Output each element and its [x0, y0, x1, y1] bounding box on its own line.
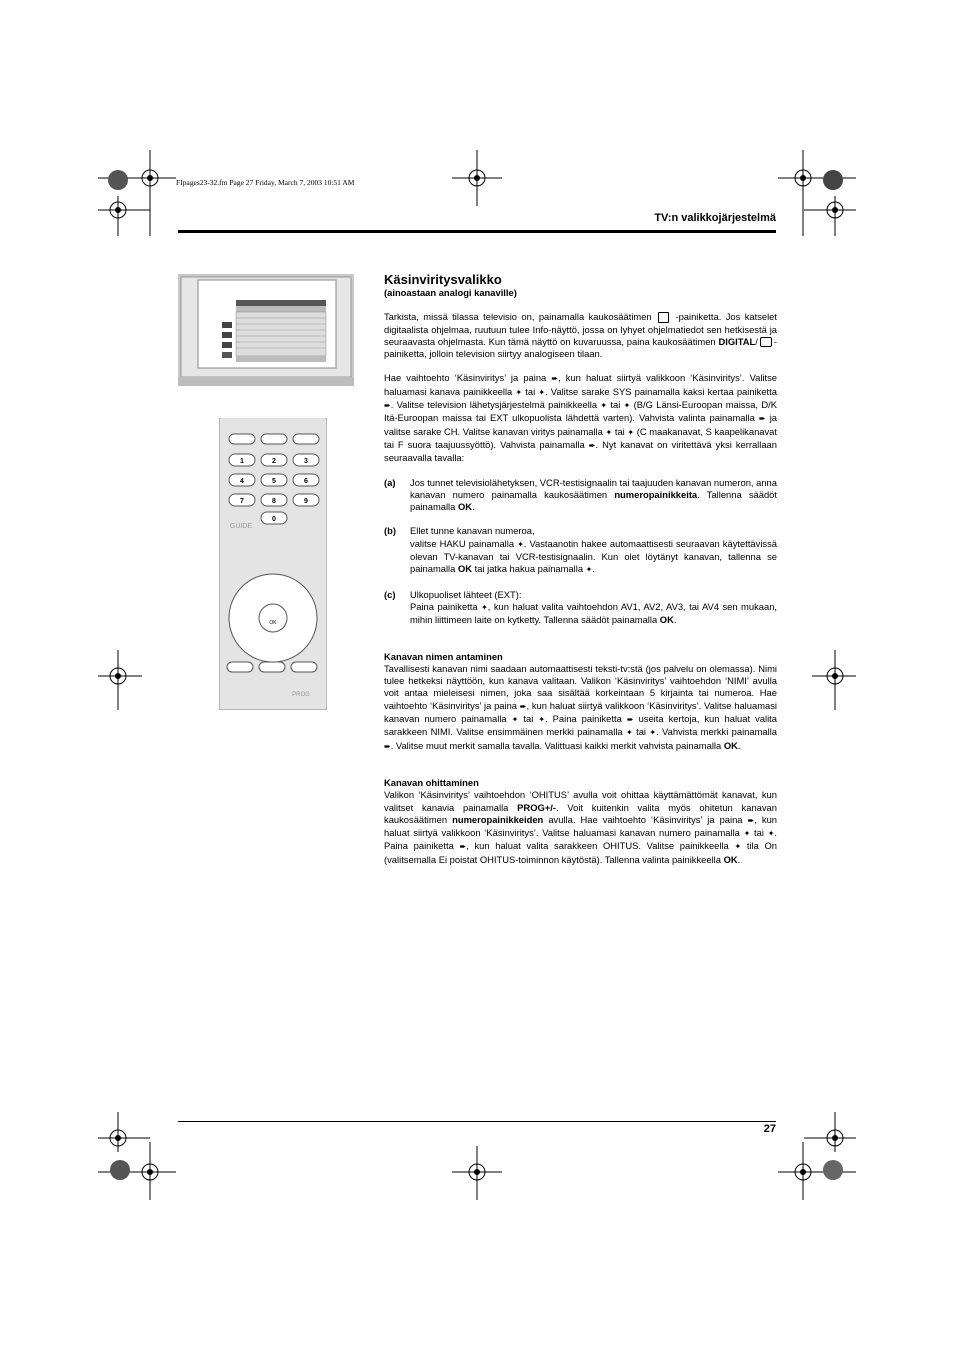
naming-heading: Kanavan nimen antaminen [384, 650, 503, 662]
right-arrow-icon: ➨ [758, 414, 766, 424]
up-arrow-icon: ✦ [623, 401, 631, 411]
svg-text:5: 5 [272, 478, 276, 485]
down-arrow-icon: ✦ [585, 565, 593, 575]
list-item-a: (a) Jos tunnet televisiolähetyksen, VCR-testisignaalin tai taajuuden kanavan numeron, anna kanavan numero painamalla kaukosäätimen numeropainikkeita. Tallenna säädöt painamalla OK. [384, 476, 777, 513]
header-rule [178, 230, 776, 233]
down-arrow-icon: ✦ [600, 401, 608, 411]
svg-text:PROG: PROG [292, 692, 310, 698]
right-arrow-icon: ➨ [588, 440, 596, 450]
file-header: FIpages23-32.fm Page 27 Friday, March 7, 2003 10:51 AM [176, 178, 355, 187]
skip-heading: Kanavan ohittaminen [384, 776, 479, 788]
right-arrow-icon: ➨ [384, 401, 391, 411]
info-button-icon [658, 312, 669, 323]
tv-button-icon [760, 337, 772, 347]
svg-text:GUIDE: GUIDE [229, 523, 253, 530]
right-arrow-icon: ➨ [551, 374, 559, 384]
naming-paragraph: Tavallisesti kanavan nimi saadaan automaattisesti teksti-tv:stä (jos palvelu on olemassa). Nimi tulee hetkeksi näyttöön, kun kanava valitaan. Valikon ‘Käsinviritys’ vaihtoehdon ‘NIMI’ avulla voit antaa mieleisesi nimen, joka saa sisältää korkeintaan 5 kirjainta tai numeroa. Hae vaihtoehto ‘Käsinviritys’ ja paina ➨, kun haluat siirtyä valikkoon ‘Käsinviritys’. Valitse haluamasi kanavan numero painamalla ✦ tai ✦. Paina painiketta ➨ useita kertoja, kun haluat valita sarakkeen NIMI. Valitse ensimmäinen merkki painamalla ✦ tai ✦. Vahvista merkki painamalla ➨. Valitse muut merkit samalla tavalla. Valittuasi kaikki merkit vahvista painamalla OK. [384, 662, 777, 751]
list-item-c: (c) Ulkopuoliset lähteet (EXT): Paina painiketta ✦, kun haluat valita vaihtoehdon AV1, AV2, AV3, tai AV4 sen mukaan, mihin liittimeen laite on kytketty. Tallenna säädöt painamalla OK. [384, 588, 778, 626]
svg-text:OK: OK [269, 620, 277, 626]
down-arrow-icon: ✦ [481, 602, 488, 612]
remote-key: 1 [240, 458, 244, 465]
main-content [384, 272, 777, 866]
up-arrow-icon: ✦ [538, 387, 546, 397]
list-item-b: (b) Ellet tunne kanavan numeroa, valitse HAKU painamalla ✦. Vastaanotin hakee automaattisesti seuraavan käytettävissä olevan TV-kanavan tai VCR-testisignaalin. Kun olet löytänyt kanavan, tallenna se painamalla OK tai jatka hakua painamalla ✦. [384, 525, 777, 575]
skip-paragraph: Valikon ‘Käsinviritys’ vaihtoehdon ‘OHITUS’ avulla voit ohittaa käyttämättömät kanavat, kun valitset kanavia painamalla PROG+/-. Voit kuitenkin valita myös ohitetun kanavan kaukosäätimen numeropainikkeiden avulla. Hae vaihtoehto ‘Käsinviritys’ ja paina ➨, kun haluat siirtyä valikkoon ‘Käsinviritys’. Valitse haluamasi kanavan numero painamalla ✦ tai ✦. Paina painiketta ➨, kun haluat valita sarakkeen OHITUS. Valitse painikkeella ✦ tila On (valitsemalla Ei poistat OHITUS-toiminnon käytöstä). Tallenna valinta painikkeella OK. [384, 789, 778, 865]
procedure-paragraph: Hae vaihtoehto ‘Käsinviritys’ ja paina ➨, kun haluat siirtyä valikkoon ‘Käsinviritys’. Valitse haluamasi kanava painikkeella ✦ tai ✦. Valitse sarake SYS painamalla kaksi kertaa painiketta ➨. Valitse television lähetysjärjestelmä painikkeella ✦ tai ✦ (B/G Länsi-Euroopan maissa, D/K Itä-Euroopan maissa tai EXT ulkopuolista lähdettä varten). Vahvista valinta painamalla ➨ ja valitse sarake CH. Valitse kanavan viritys painamalla ✦ tai ✦ (C maakanavat, S kaapelikanavat tai F suora taajuussyöttö). Vahvista painamalla ➨. Nyt kanavat on viritettävä yksi kerrallaan seuraavalla tavalla: [384, 372, 778, 464]
svg-text:9: 9 [304, 498, 308, 505]
svg-text:3: 3 [304, 458, 308, 465]
page-subheading: (ainoastaan analogi kanaville) [384, 287, 517, 298]
down-arrow-icon: ✦ [605, 427, 613, 437]
footer-rule [178, 1121, 776, 1122]
page-heading: Käsinviritysvalikko [384, 272, 502, 287]
up-arrow-icon: ✦ [627, 427, 635, 437]
svg-text:7: 7 [240, 498, 244, 505]
svg-text:6: 6 [304, 478, 308, 485]
svg-text:0: 0 [272, 516, 276, 523]
section-title: TV:n valikkojärjestelmä [654, 212, 776, 224]
page-number: 27 [763, 1123, 776, 1135]
down-arrow-icon: ✦ [515, 387, 523, 397]
svg-text:4: 4 [240, 478, 244, 485]
tv-menu-figure [178, 274, 354, 386]
down-arrow-icon: ✦ [517, 539, 524, 549]
remote-control-figure [219, 418, 327, 710]
svg-text:8: 8 [272, 498, 276, 505]
svg-text:2: 2 [272, 458, 276, 465]
intro-paragraph: Tarkista, missä tilassa televisio on, painamalla kaukosäätimen -painiketta. Jos katselet digitaalista ohjelmaa, ruutuun tulee Info-näyttö, jossa on lyhyet ohjelmatiedot sen hetkisestä ja seuraavasta ohjelmasta. Kun tämä näyttö on kuvaruussa, paina kaukosäätimen DIGITAL/ -painiketta, jolloin television siirtyy analogiseen tilaan. [384, 311, 778, 360]
